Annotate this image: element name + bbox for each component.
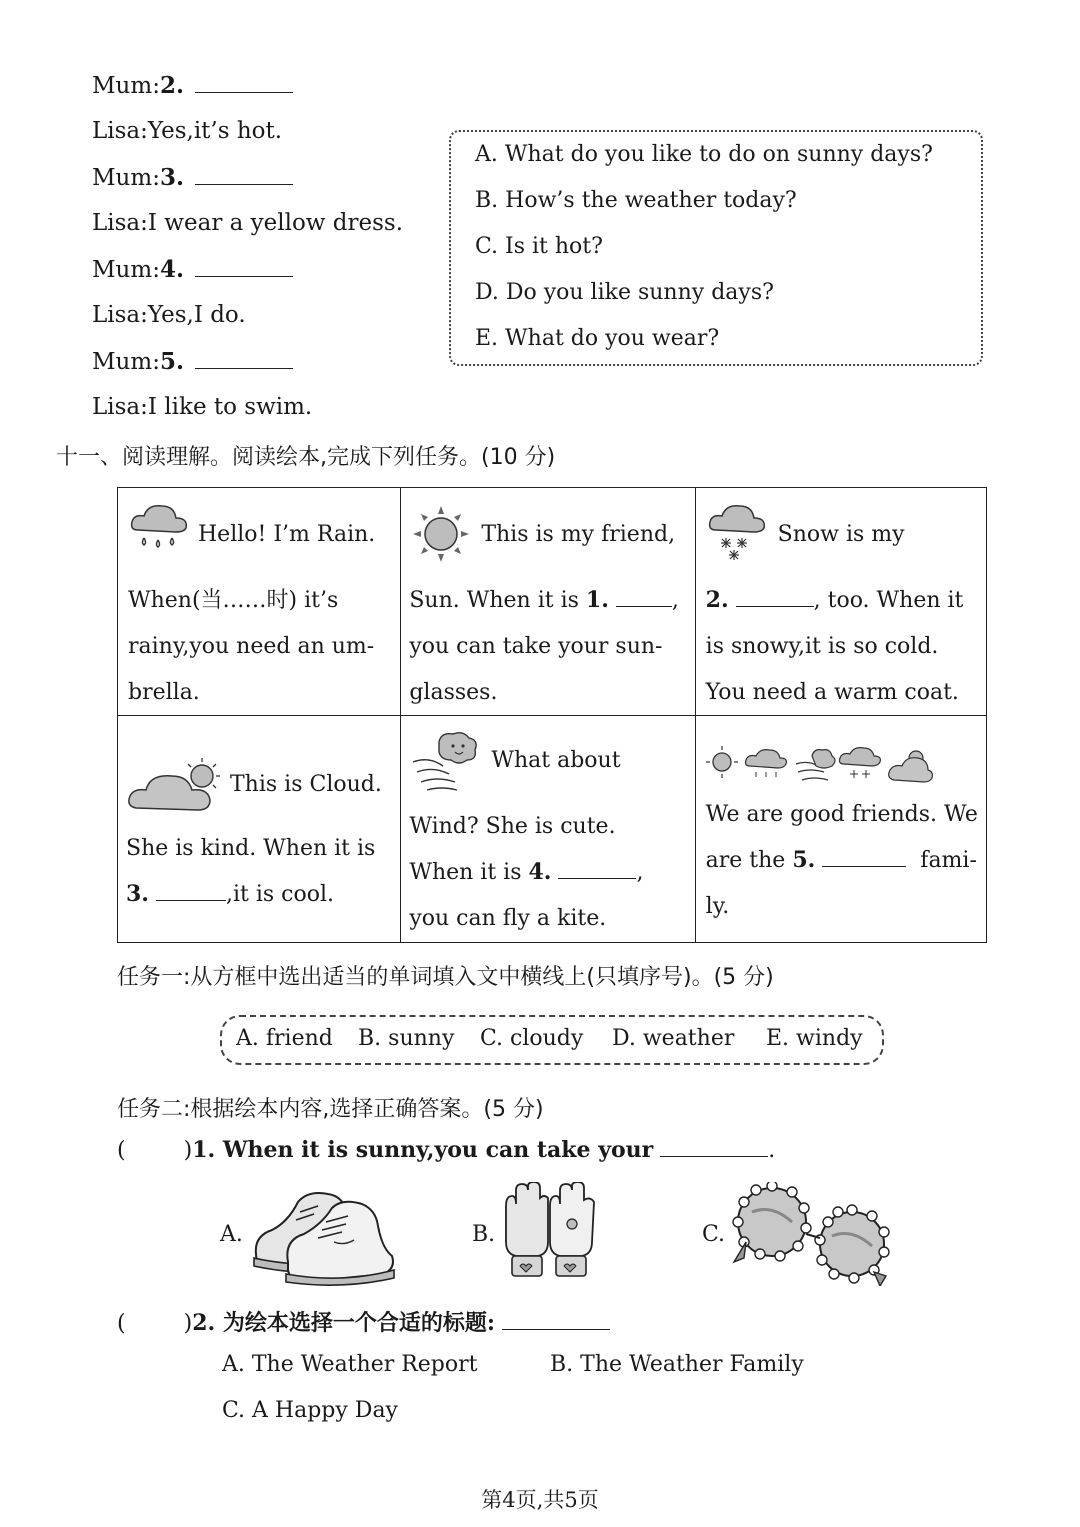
snow-line-4: You need a warm coat. bbox=[705, 680, 959, 705]
blank-1[interactable] bbox=[616, 586, 672, 607]
dialogue-line-mum-4: Mum:4. bbox=[92, 256, 293, 283]
snow-line-2: 2. , too. When it bbox=[705, 587, 964, 613]
q2-option-a: A. The Weather Report bbox=[222, 1352, 478, 1377]
option-a: A. What do you like to do on sunny days? bbox=[475, 142, 933, 167]
cell-wind bbox=[401, 716, 695, 943]
dialogue-line-lisa-2: Lisa:I wear a yellow dress. bbox=[92, 210, 404, 236]
blank-2[interactable] bbox=[736, 586, 814, 607]
task2-title: 任务二:根据绘本内容,选择正确答案。(5 分) bbox=[117, 1097, 544, 1122]
rain-line-4: brella. bbox=[128, 680, 200, 705]
dialogue-line-lisa-4: Lisa:I like to swim. bbox=[92, 394, 313, 420]
wind-line-1: What about bbox=[491, 748, 621, 773]
cell-sun bbox=[401, 488, 695, 716]
options-box bbox=[449, 130, 983, 366]
word-b: B. sunny bbox=[358, 1026, 455, 1051]
q1-option-b-label: B. bbox=[472, 1222, 496, 1247]
family-line-1: We are good friends. We bbox=[705, 802, 978, 827]
cloud-sun-icon bbox=[126, 752, 224, 820]
sun-line-2: Sun. When it is 1. , bbox=[409, 587, 679, 613]
cloud-line-3: 3. ,it is cool. bbox=[126, 881, 334, 907]
option-c: C. Is it hot? bbox=[475, 234, 603, 259]
gloves-image[interactable] bbox=[498, 1182, 600, 1288]
sun-icon bbox=[409, 502, 473, 566]
blank-5[interactable] bbox=[822, 846, 906, 867]
sun-line-3: you can take your sun- bbox=[409, 634, 663, 659]
cell-snow bbox=[695, 488, 986, 716]
answer-blank[interactable] bbox=[195, 256, 293, 277]
shoes-image[interactable] bbox=[248, 1182, 396, 1288]
q1-option-c-label: C. bbox=[702, 1222, 726, 1247]
dialogue-line-lisa-3: Lisa:Yes,I do. bbox=[92, 302, 246, 328]
cloud-line-2: She is kind. When it is bbox=[126, 836, 376, 861]
option-d: D. Do you like sunny days? bbox=[475, 280, 774, 305]
q1-blank[interactable] bbox=[660, 1136, 768, 1157]
word-d: D. weather bbox=[612, 1026, 735, 1051]
option-e: E. What do you wear? bbox=[475, 326, 720, 351]
family-line-3: ly. bbox=[705, 894, 730, 919]
sun-line-1: This is my friend, bbox=[481, 522, 676, 547]
family-line-2: are the 5. fami- bbox=[705, 847, 977, 873]
rain-line-1: Hello! I’m Rain. bbox=[198, 522, 376, 547]
word-bank-box bbox=[220, 1015, 884, 1065]
blank-3[interactable] bbox=[156, 880, 226, 901]
option-b: B. How’s the weather today? bbox=[475, 188, 797, 213]
rain-line-2: When(当……时) it’s bbox=[128, 588, 339, 613]
page-footer: 第4页,共5页 bbox=[481, 1488, 599, 1512]
snow-line-1: Snow is my bbox=[777, 522, 905, 547]
dialogue-line-mum-3: Mum:3. bbox=[92, 164, 293, 191]
blank-4[interactable] bbox=[558, 858, 636, 879]
answer-blank[interactable] bbox=[195, 348, 293, 369]
weather-family-icons bbox=[704, 742, 934, 786]
word-e: E. windy bbox=[766, 1026, 863, 1051]
question-1: ( )1. When it is sunny,you can take your . bbox=[117, 1137, 776, 1163]
dialogue-line-mum-5: Mum:5. bbox=[92, 348, 293, 375]
cell-rain bbox=[118, 488, 401, 716]
sunglasses-image[interactable] bbox=[730, 1182, 894, 1286]
wind-line-4: you can fly a kite. bbox=[409, 906, 607, 931]
cell-cloud bbox=[118, 716, 401, 943]
q2-option-c: C. A Happy Day bbox=[222, 1398, 398, 1423]
word-c: C. cloudy bbox=[480, 1026, 584, 1051]
snow-cloud-icon bbox=[704, 500, 772, 564]
task1-title: 任务一:从方框中选出适当的单词填入文中横线上(只填序号)。(5 分) bbox=[117, 965, 774, 990]
wind-icon bbox=[409, 728, 483, 796]
dialogue-line-lisa-1: Lisa:Yes,it’s hot. bbox=[92, 118, 283, 144]
word-a: A. friend bbox=[236, 1026, 333, 1051]
wind-line-2: Wind? She is cute. bbox=[409, 814, 616, 839]
wind-line-3: When it is 4. , bbox=[409, 859, 644, 885]
sun-line-4: glasses. bbox=[409, 680, 498, 705]
q2-option-b: B. The Weather Family bbox=[550, 1352, 804, 1377]
cloud-line-1: This is Cloud. bbox=[230, 772, 382, 797]
snow-line-3: is snowy,it is so cold. bbox=[705, 634, 939, 659]
answer-blank[interactable] bbox=[195, 164, 293, 185]
section-title: 十一、阅读理解。阅读绘本,完成下列任务。(10 分) bbox=[56, 445, 556, 470]
cell-family bbox=[695, 716, 986, 943]
q2-blank[interactable] bbox=[502, 1309, 610, 1330]
question-2: ( )2. 为绘本选择一个合适的标题: bbox=[117, 1306, 610, 1337]
rain-cloud-icon bbox=[126, 500, 192, 556]
dialogue-line-mum-2: Mum:2. bbox=[92, 72, 293, 99]
q1-option-a-label: A. bbox=[220, 1222, 243, 1247]
picture-book-table bbox=[117, 487, 987, 943]
rain-line-3: rainy,you need an um- bbox=[128, 634, 375, 659]
answer-blank[interactable] bbox=[195, 72, 293, 93]
